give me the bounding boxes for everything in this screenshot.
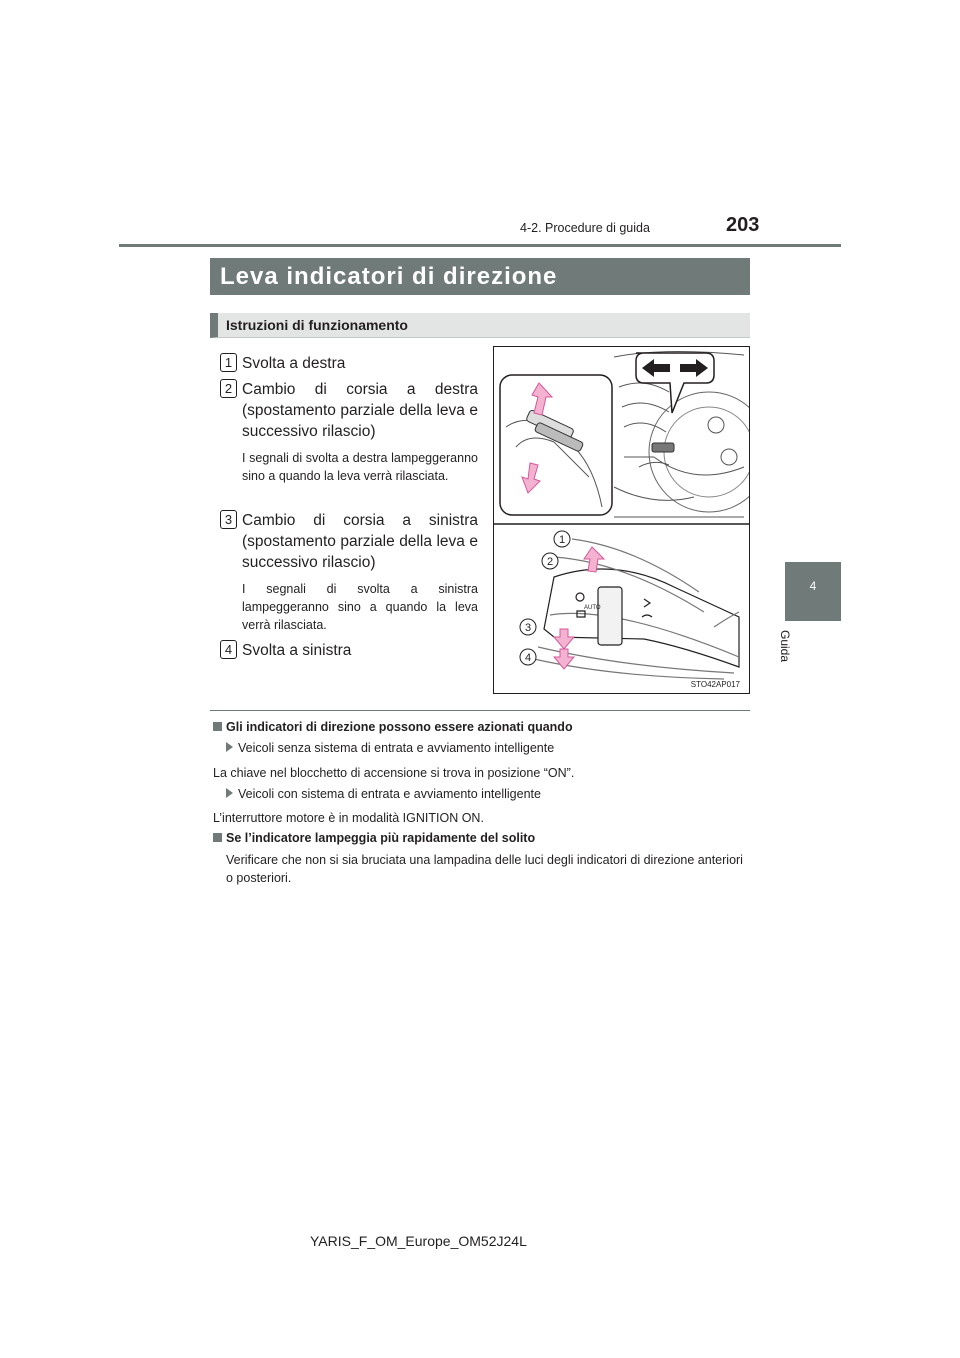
callout-marker (520, 619, 536, 635)
step-note: I segnali di svolta a sinistra lampeggeranno sino a quando la leva verrà rilasciata. (242, 582, 478, 632)
figure-code: STO42AP017 (690, 680, 740, 689)
step-text: Svolta a destra (242, 355, 346, 372)
step-number-badge: 1 (220, 353, 237, 372)
page-title: Leva indicatori di direzione (210, 258, 750, 295)
step-number-badge: 2 (220, 379, 237, 398)
step-note: I segnali di svolta a destra lampeggeranno sino a quando la leva verrà rilasciata. (242, 451, 478, 483)
section-header: 4-2. Procedure di guida (520, 221, 650, 235)
step-text: Svolta a sinistra (242, 642, 352, 659)
up-arrow-icon (584, 547, 604, 572)
header-rule (119, 244, 841, 247)
triangle-bullet-icon (226, 742, 233, 752)
chapter-tab: 4 (785, 562, 841, 621)
section-divider (210, 710, 750, 711)
info-text: Verificare che non si sia bruciata una lampadina delle luci degli indicatori di direzione anteriori o posteriori. (226, 853, 743, 885)
triangle-bullet-icon (226, 788, 233, 798)
turn-signal-lever-illustration (493, 346, 750, 694)
step-number-badge: 4 (220, 640, 237, 659)
step-number-badge: 3 (220, 510, 237, 529)
callout-marker (554, 531, 570, 547)
callout-number: 3 (524, 622, 532, 634)
square-bullet-icon (213, 722, 222, 731)
section-subtitle: Istruzioni di funzionamento (210, 313, 750, 338)
callout-marker (520, 649, 536, 665)
info-bullet: Veicoli con sistema di entrata e avviamento intelligente (226, 787, 541, 801)
info-bullet: Veicoli senza sistema di entrata e avviamento intelligente (226, 741, 554, 755)
page-number: 203 (726, 214, 760, 236)
step-text: Cambio di corsia a destra (spostamento parziale della leva e successivo rilascio) (242, 381, 478, 440)
callout-number: 1 (558, 534, 566, 546)
info-heading: Se l’indicatore lampeggia più rapidamente del solito (213, 831, 535, 845)
step-text: Cambio di corsia a sinistra (spostamento parziale della leva e successivo rilascio) (242, 512, 478, 571)
document-code-footer: YARIS_F_OM_Europe_OM52J24L (310, 1233, 527, 1249)
callout-number: 2 (546, 556, 554, 568)
callout-marker (542, 553, 558, 569)
chapter-label: Guida (778, 630, 792, 663)
square-bullet-icon (213, 833, 222, 842)
info-heading: Gli indicatori di direzione possono essere azionati quando (213, 720, 573, 734)
auto-label: AUTO (584, 605, 601, 611)
callout-number: 4 (524, 652, 532, 664)
lever-closeup-inset (500, 375, 612, 515)
info-text: La chiave nel blocchetto di accensione si trova in posizione “ON”. (213, 766, 575, 780)
stalk-icon (652, 443, 674, 452)
info-text: L’interruttore motore è in modalità IGNITION ON. (213, 811, 484, 825)
